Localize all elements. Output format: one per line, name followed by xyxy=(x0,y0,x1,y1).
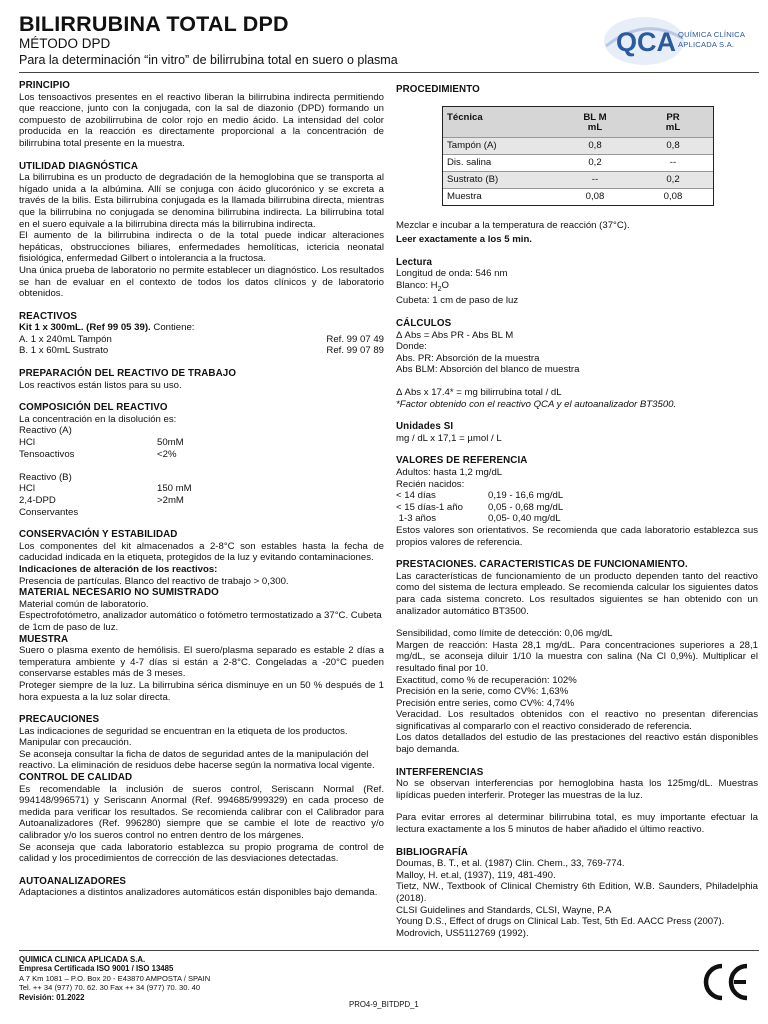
calc-line: Abs. PR: Absorción de la muestra xyxy=(396,352,540,364)
reactivo-name: B. 1 x 60mL Sustrato xyxy=(19,345,109,357)
composicion-key: Tensoactivos xyxy=(19,448,75,460)
footer-company: QUIMICA CLINICA APLICADA S.A. xyxy=(19,955,146,964)
text-prestaciones-5: Precisión en la serie, como CV%: 1,63% xyxy=(396,686,569,698)
text-prestaciones-6: Precisión entre series, como CV%: 4,74% xyxy=(396,697,575,709)
heading-prestaciones: PRESTACIONES. CARACTERISTICAS DE FUNCIONAMIENTO. xyxy=(396,559,688,571)
text-autoanalizadores: Adaptaciones a distintos analizadores automáticos están disponibles bajo demanda. xyxy=(19,887,378,899)
table-cell: 0,08 xyxy=(663,190,683,202)
table-cell: 0,8 xyxy=(588,139,602,151)
bib-item: Modrovich, US5112769 (1992). xyxy=(396,927,529,939)
text-muestra-2: Proteger siempre de la luz. La bilirrubina sérica disminuye en un 50 % después de 1 hora expuesta a la luz solar directa. xyxy=(19,679,384,703)
heading-reactivos: REACTIVOS xyxy=(19,310,78,322)
text-prestaciones-3: Margen de reacción: Hasta 28,1 mg/dL. Para concentraciones superiores a 28,1 mg/dL, se aconseja diluir 1/10 la muestra con salina (Na Cl 0,9%). Multiplicar el resultado final por 10. xyxy=(396,639,758,674)
heading-material: MATERIAL NECESARIO NO SUMISTRADO xyxy=(19,587,219,599)
table-cell: Tampón (A) xyxy=(447,139,497,151)
composicion-key: HCl xyxy=(19,483,35,495)
text-leer: Leer exactamente a los 5 min. xyxy=(396,234,532,246)
heading-calidad: CONTROL DE CALIDAD xyxy=(19,772,133,784)
valores-value: 0,05- 0,40 mg/dL xyxy=(488,513,561,525)
valores-value: 0,05 - 0,68 mg/dL xyxy=(488,501,564,513)
left-column xyxy=(19,80,384,910)
valores-row xyxy=(396,513,758,525)
table-cell: -- xyxy=(669,156,677,168)
composicion-value: >2mM xyxy=(157,495,184,506)
composicion-key: HCl xyxy=(19,437,35,449)
lectura-blanco xyxy=(396,280,758,296)
heading-preparacion: PREPARACIÓN DEL REACTIVO DE TRABAJO xyxy=(19,368,237,380)
table-cell: 0,8 xyxy=(666,139,680,151)
header-divider xyxy=(19,72,759,73)
document-tagline: Para la determinación “in vitro” de bilirrubina total en suero o plasma xyxy=(19,53,398,67)
table-header-cell: BL M mL xyxy=(583,111,607,133)
lectura-wavelength: Longitud de onda: 546 nm xyxy=(396,268,508,280)
composicion-group-b: Reactivo (B) xyxy=(19,471,72,483)
footer-address: A 7 Km 1081 – P.O. Box 20 - E43870 AMPOSTA / SPAIN xyxy=(19,973,211,983)
valores-key: 1-3 años xyxy=(396,513,437,525)
heading-lectura: Lectura xyxy=(396,256,433,268)
table-row xyxy=(443,137,713,154)
text-material-2: Espectrofotómetro, analizador automático o fotómetro termostatizado a 37°C. Cubeta de 1cm de paso de luz. xyxy=(19,610,382,633)
section-reactivos xyxy=(19,311,384,357)
calc-line: Δ Abs = Abs PR - Abs BL M xyxy=(396,329,514,341)
valores-recien: Recién nacidos: xyxy=(396,478,465,490)
section-utilidad xyxy=(19,161,384,300)
heading-valores: VALORES DE REFERENCIA xyxy=(396,455,528,467)
text-prestaciones-1: Las características de funcionamiento de un producto dependen tanto del reactivo como del sistema de lectura empleado. Se recomienda calcular los siguientes datos para cada sistema concreto. Los resultados siguientes se han obtenido con un analizador automático BT3500. xyxy=(396,570,758,617)
table-cell: 0,08 xyxy=(585,190,605,202)
section-calidad xyxy=(19,772,384,865)
document-subtitle: MÉTODO DPD xyxy=(19,36,111,51)
composicion-row xyxy=(19,495,384,507)
kit-contiene: Contiene: xyxy=(150,322,195,334)
text-principio: Los tensoactivos presentes en el reactivo liberan la bilirrubina indirecta permitiendo que reaccione, junto con la conjugada, con la sal de diazonio (DPD) formando un compuesto de azobilirrubina de color rojo en medio ácido. La intensidad del color producida en la reacción es directamente proporcional a la concentración de bilirrubina total presente en la muestra. xyxy=(19,91,384,149)
text-interferencias-2: Para evitar errores al determinar bilirrubina total, es muy importante efectuar la lectura exactamente a los 5 minutos de haber añadido el último reactivo. xyxy=(396,812,758,836)
text-alteracion: Presencia de partículas. Blanco del reactivo de trabajo > 0,300. xyxy=(19,575,289,587)
header xyxy=(19,13,579,68)
heading-autoanalizadores: AUTOANALIZADORES xyxy=(19,875,127,887)
footer-cert: Empresa Certificada ISO 9001 / ISO 13485 xyxy=(19,964,174,974)
table-row xyxy=(443,154,713,171)
composicion-value: 50mM xyxy=(157,437,184,449)
lectura-blanco-rest: O xyxy=(441,279,449,291)
valores-key: < 15 días-1 año xyxy=(396,501,463,513)
lectura-blanco-sub: 2 xyxy=(437,285,442,293)
calc-line: Donde: xyxy=(396,341,427,353)
logo-line2: APLICADA S.A. xyxy=(678,40,735,49)
bib-item: Malloy, H. et.al, (1937), 119, 481-490. xyxy=(396,869,556,881)
logo-line1: QUÍMICA CLÍNICA xyxy=(678,30,746,39)
heading-bibliografia: BIBLIOGRAFÍA xyxy=(396,846,468,858)
table-header-row xyxy=(443,107,713,137)
valores-adultos: Adultos: hasta 1,2 mg/dL xyxy=(396,467,503,478)
valores-note: Estos valores son orientativos. Se recomienda que cada laboratorio establezca sus propios valores de referencia. xyxy=(396,524,758,548)
qca-logo xyxy=(604,16,764,66)
footer-revision: Revisión: 01.2022 xyxy=(19,992,85,1002)
text-incubar: Mezclar e incubar a la temperatura de reacción (37°C). xyxy=(396,219,630,231)
section-muestra xyxy=(19,634,384,704)
text-utilidad-1: La bilirrubina es un producto de degradación de la hemoglobina que se transporta al hígado unida a la albúmina. Allí se conjuga con ácido glucorónico y se excreta a través de la bilis. Esta bilirrubina conjugada es la llamada bilirrubina directa, mientras que la bilirrubina no conjugada se denomina bilirrubina indirecta. La bilirrubina total en el suero equivale a la bilirrubina directa más la bilirrubina indirecta. xyxy=(19,172,384,230)
table-cell: -- xyxy=(591,173,599,185)
ce-mark-icon xyxy=(700,962,752,1002)
table-body xyxy=(443,137,713,205)
logo-text xyxy=(678,30,745,50)
reactivo-ref: Ref. 99 07 49 xyxy=(326,333,384,345)
text-utilidad-3: Una única prueba de laboratorio no permite establecer un diagnóstico. Los resultados se han de evaluar en el contexto de todos los datos clínicos y de laboratorio obtenidos. xyxy=(19,264,384,300)
text-calidad-2: Se aconseja que cada laboratorio establezca su propio programa de control de calidad y los procedimientos de corrección de las desviaciones detectadas. xyxy=(19,841,384,865)
reactivo-name: A. 1 x 240mL Tampón xyxy=(19,333,112,345)
section-calculos xyxy=(396,318,758,410)
composicion-value: <2% xyxy=(157,448,177,460)
valores-key: < 14 días xyxy=(396,490,436,502)
section-unidades xyxy=(396,421,758,444)
section-procedimiento xyxy=(396,84,758,246)
valores-value: 0,19 - 16,6 mg/dL xyxy=(488,490,564,502)
table-cell: 0,2 xyxy=(588,156,602,168)
bib-item: CLSI Guidelines and Standards, CLSI, Wayne, P.A xyxy=(396,904,612,916)
composicion-row xyxy=(19,449,384,461)
section-material xyxy=(19,587,384,633)
composicion-intro: La concentración en la disolución es: xyxy=(19,413,177,425)
section-precauciones xyxy=(19,714,384,772)
composicion-row xyxy=(19,507,384,519)
heading-interferencias: INTERFERENCIAS xyxy=(396,766,484,778)
lectura-cubeta: Cubeta: 1 cm de paso de luz xyxy=(396,295,519,307)
logo-mark: QCA xyxy=(616,27,676,57)
section-autoanalizadores xyxy=(19,876,384,899)
section-preparacion xyxy=(19,368,384,391)
table-cell: Sustrato (B) xyxy=(447,173,499,185)
composicion-key: 2,4-DPD xyxy=(19,495,56,506)
heading-calculos: CÁLCULOS xyxy=(396,318,452,330)
composicion-value: 150 mM xyxy=(157,483,192,495)
composicion-row xyxy=(19,483,384,495)
composicion-value xyxy=(157,507,384,519)
table-row xyxy=(443,188,713,205)
heading-principio: PRINCIPIO xyxy=(19,80,70,91)
reactivo-item xyxy=(19,345,384,357)
right-column xyxy=(396,80,758,950)
text-precauciones-2: Se aconseja consultar la ficha de datos de seguridad antes de la manipulación del reactivo. La eliminación de residuos debe hacerse según la normativa local vigente. xyxy=(19,748,375,772)
reactivo-item xyxy=(19,334,384,346)
composicion-key: Conservantes xyxy=(19,506,79,518)
heading-unidades: Unidades SI xyxy=(396,421,454,433)
text-prestaciones-4: Exactitud, como % de recuperación: 102% xyxy=(396,674,577,686)
section-interferencias xyxy=(396,767,758,836)
valores-row xyxy=(396,490,758,502)
section-principio xyxy=(19,80,384,150)
procedure-table xyxy=(442,106,714,206)
text-conservacion: Los componentes del kit almacenados a 2-8°C son estables hasta la fecha de caducidad indicada en la etiqueta, protegidos de la luz y evitando contaminaciones. xyxy=(19,540,384,564)
composicion-group-a: Reactivo (A) xyxy=(19,425,72,437)
footer-phone: Tel. ++ 34 (977) 70. 62. 30 Fax ++ 34 (977) 70. 30. 40 xyxy=(19,983,201,993)
text-preparacion: Los reactivos están listos para su uso. xyxy=(19,379,182,391)
section-bibliografia xyxy=(396,847,758,940)
text-material-1: Material común de laboratorio. xyxy=(19,598,149,610)
text-muestra-1: Suero o plasma exento de hemólisis. El suero/plasma separado es estable 2 días a temperatura ambiente y 4-7 días si están a 2-8°C. Congeladas a -20°C pueden conservarse estables más de 3 meses. xyxy=(19,645,384,680)
spacer xyxy=(396,376,758,387)
footer-divider xyxy=(19,950,759,951)
footer-code: PRO4-9_BITDPD_1 xyxy=(349,1000,419,1009)
footer xyxy=(19,955,210,1002)
text-prestaciones-8: Los datos detallados del estudio de las prestaciones del reactivo están disponibles bajo demanda. xyxy=(396,732,758,756)
heading-procedimiento: PROCEDIMIENTO xyxy=(396,84,480,95)
table-row xyxy=(443,171,713,188)
section-composicion xyxy=(19,402,384,518)
kit-line xyxy=(19,322,384,334)
bib-item: Doumas, B. T., et al. (1987) Clin. Chem., 33, 769-774. xyxy=(396,858,625,870)
spacer xyxy=(396,617,758,628)
bib-item: Tietz, NW., Textbook of Clinical Chemistry 6th Edition, W.B. Saunders, Philadelphia (2018). xyxy=(396,881,758,904)
valores-row xyxy=(396,502,758,514)
section-lectura xyxy=(396,257,758,307)
bib-item: Young D.S., Effect of drugs on Clinical Lab. Test, 5th Ed. AACC Press (2007). xyxy=(396,916,725,928)
composicion-row xyxy=(19,437,384,449)
spacer xyxy=(396,801,758,812)
heading-muestra: MUESTRA xyxy=(19,633,69,645)
reactivo-ref: Ref. 99 07 89 xyxy=(326,345,384,357)
lectura-blanco-label: Blanco: H xyxy=(396,279,438,291)
table-cell: Muestra xyxy=(447,190,482,202)
section-prestaciones xyxy=(396,559,758,756)
text-utilidad-2: El aumento de la bilirrubina indirecta o de la total puede indicar alteraciones hepáticas, obstrucciones biliares, enfermedades hemolíticas, ictericia neonatal fisiológica, enfermedad Gilbert o intolerancia a la fructosa. xyxy=(19,230,384,265)
heading-precauciones: PRECAUCIONES xyxy=(19,714,100,726)
table-header-cell: Técnica xyxy=(447,111,483,123)
heading-conservacion: CONSERVACIÓN Y ESTABILIDAD xyxy=(19,529,178,541)
text-calidad-1: Es recomendable la inclusión de sueros control, Seriscann Normal (Ref. 994148/996571) y Seriscann Anormal (Ref. 994685/999329) en cada proceso de medida para verificar los resultados. Se recomienda calibrar con el Calibrador para Autoanalizadores (Ref. 996280) siempre que se cambie el lote de reactivo y/o calibrador y/o los sueros control no entren dentro de los márgenes. xyxy=(19,783,384,842)
text-prestaciones-2: Sensibilidad, como límite de detección: 0,06 mg/dL xyxy=(396,628,613,640)
text-unidades: mg / dL x 17,1 = µmol / L xyxy=(396,432,502,444)
section-conservacion xyxy=(19,529,384,587)
heading-composicion: COMPOSICIÓN DEL REACTIVO xyxy=(19,402,168,414)
subheading-alteracion: Indicaciones de alteración de los reactivos: xyxy=(19,563,218,575)
text-prestaciones-7: Veracidad. Los resultados obtenidos con el reactivo no presentan diferencias significativas al compararlo con el reactivo considerado de referencia. xyxy=(396,709,758,732)
text-precauciones-1: Las indicaciones de seguridad se encuentran en la etiqueta de los productos. Manipular con precaución. xyxy=(19,725,348,749)
table-cell: Dis. salina xyxy=(447,156,492,168)
kit-label: Kit 1 x 300mL. (Ref 99 05 39). xyxy=(19,322,151,334)
table-header-cell: PR mL xyxy=(665,111,681,133)
spacer xyxy=(19,460,384,472)
calc-line: Δ Abs x 17.4* = mg bilirrubina total / dL xyxy=(396,387,562,399)
heading-utilidad: UTILIDAD DIAGNÓSTICA xyxy=(19,160,139,172)
table-cell: 0,2 xyxy=(666,173,680,185)
calc-line: Abs BLM: Absorción del blanco de muestra xyxy=(396,364,580,376)
calc-footnote: *Factor obtenido con el reactivo QCA y el autoanalizador BT3500. xyxy=(396,398,677,410)
section-valores xyxy=(396,455,758,548)
text-interferencias-1: No se observan interferencias por hemoglobina hasta los 125mg/dL. Muestras lipídicas pueden interferir. Proteger las muestras de la luz. xyxy=(396,778,758,801)
document-title: BILIRRUBINA TOTAL DPD xyxy=(19,12,289,36)
